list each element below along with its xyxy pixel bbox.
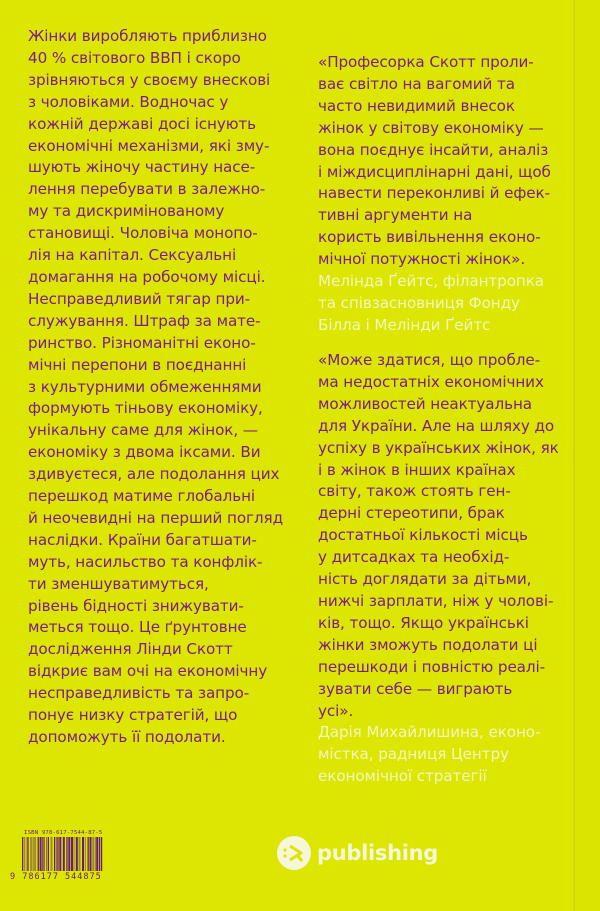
attribution-line: містка, радниця Центру	[318, 745, 509, 764]
text-line: світу, також стоять ген-	[318, 482, 511, 501]
text-line: ти зменшуватимуться,	[28, 574, 209, 593]
text-line: економіку з двома іксами. Ви	[28, 443, 261, 462]
text-line: ність доглядати за дітьми,	[318, 570, 532, 589]
text-line: «Професорка Скотт проли-	[318, 53, 534, 71]
barcode-bar	[54, 837, 55, 871]
text-line: з культурними обмеженнями	[28, 377, 262, 396]
text-line: і міждисциплінарні дані, щоб	[318, 162, 551, 181]
text-line: ків, тощо. Якщо українські	[318, 613, 529, 632]
text-line: ринство. Різноманітні еконо-	[28, 333, 256, 352]
barcode-bar	[82, 837, 84, 871]
text-line: ма недостатніх економічних	[318, 372, 544, 391]
text-line: Жінки виробляють приблизно	[28, 27, 267, 45]
text-line: унікальну саме для жінок, —	[28, 421, 258, 440]
text-line: часто невидимий внесок	[318, 96, 515, 115]
text-line: дослідження Лінди Скотт	[28, 640, 233, 659]
barcode-bar	[30, 837, 32, 871]
text-line: здивуєтеся, але подолання цих	[28, 465, 280, 484]
text-line: мічні перепони в поєднанні	[28, 355, 247, 374]
text-line: мічної потужності жінок».	[318, 250, 526, 269]
barcode-bar	[24, 837, 25, 871]
description-text	[28, 26, 283, 749]
publisher-logo	[277, 836, 438, 870]
barcode-bar	[71, 837, 73, 871]
text-line: для України. Але на шляху до	[318, 416, 555, 435]
barcode-bar	[27, 837, 28, 871]
isbn-label: ISBN 978-617-7544-87-5	[24, 830, 103, 836]
text-line: наслідки. Країни багатшати-	[28, 530, 257, 549]
text-line: можливостей неактуальна	[318, 394, 532, 413]
barcode-bar	[34, 837, 36, 871]
text-line: служування. Штраф за мате-	[28, 311, 261, 330]
barcode-bar	[74, 837, 75, 871]
barcode-bar	[51, 837, 53, 871]
barcode-bar	[99, 837, 100, 871]
text-line: жінки зможуть подолати ці	[318, 635, 538, 654]
barcode-bar	[101, 837, 102, 871]
barcode-bar	[26, 837, 27, 871]
text-line: тивні аргументи на	[318, 206, 473, 225]
quote-daria-mykhailyshyna	[318, 350, 559, 788]
text-line: усі».	[318, 701, 354, 720]
text-line: шують жіночу частину насе-	[28, 158, 256, 177]
barcode-bar	[46, 837, 47, 871]
text-line: му та дискримінованому	[28, 202, 225, 221]
text-line: перешкод матиме глобальні	[28, 487, 256, 506]
text-line: формують тіньову економіку,	[28, 399, 263, 418]
text-line: лення перебувати в залежно-	[28, 180, 266, 199]
barcode-bar	[92, 837, 94, 871]
text-line: допоможуть її подолати.	[28, 728, 226, 746]
text-line: меться тощо. Це ґрунтовне	[28, 618, 247, 637]
text-line: з чоловіками. Водночас у	[28, 92, 229, 111]
barcode-bar	[22, 837, 23, 871]
barcode-bar	[56, 837, 57, 871]
text-line: економічні механізми, які зму-	[28, 136, 270, 155]
spine-strip	[575, 0, 600, 911]
barcode-bar	[88, 837, 89, 871]
barcode-bar	[76, 837, 78, 871]
text-line: нижчі зарплати, ніж у чолові-	[318, 591, 554, 610]
text-line: перешкоди і повністю реалі-	[318, 657, 545, 676]
attribution-line: економічної стратегії	[318, 767, 487, 786]
publisher-logo-icon	[277, 836, 311, 870]
barcode-bar	[63, 837, 65, 871]
barcode-bar	[66, 837, 67, 871]
barcode-bar	[96, 837, 98, 871]
text-line: користь вивільнення еконо-	[318, 228, 541, 247]
barcode-bar	[68, 837, 70, 871]
text-line: понує низку стратегій, що	[28, 706, 238, 725]
text-line: успіху в українських жінок, як	[318, 438, 559, 457]
text-line: зрівняються у своєму внескові	[28, 70, 271, 89]
text-line: жінок у світову економіку —	[318, 118, 544, 137]
text-line: у дитсадках та необхід-	[318, 548, 510, 567]
text-line: дерні стереотипи, брак	[318, 504, 505, 523]
text-line: навести переконливі й ефек-	[318, 184, 550, 203]
barcode-bar	[48, 837, 49, 871]
text-line: несправедливість та запро-	[28, 684, 250, 703]
barcode-bar	[85, 837, 86, 871]
attribution-line: Дарія Михайлишина, еконо-	[318, 723, 541, 742]
barcode-bar	[59, 837, 61, 871]
barcode-bar	[90, 837, 92, 871]
text-line: Несправедливий тягар при-	[28, 289, 251, 308]
text-line: муть, насильство та конфлік-	[28, 552, 263, 571]
barcode-bar	[44, 837, 45, 871]
barcode-bar	[57, 837, 58, 871]
barcode-bar	[95, 837, 96, 871]
text-line: «Може здатися, що пробле-	[318, 351, 540, 369]
attribution-line: та співзасновниця Фонду	[318, 293, 520, 312]
text-line: кожній державі досі існують	[28, 114, 257, 133]
text-line: рівень бідності знижувати-	[28, 596, 244, 615]
text-line: домагання на робочому місці.	[28, 267, 266, 286]
barcode-bar	[79, 837, 81, 871]
ean-number: 9 786177 544875	[10, 872, 102, 882]
attribution-line: Білла і Мелінди Ґейтс	[318, 315, 491, 334]
attribution-line: Мелінда Ґейтс, філантропка	[318, 272, 545, 291]
text-line: достатньої кількості місць	[318, 526, 528, 545]
text-line: лія на капітал. Сексуальні	[28, 246, 237, 265]
publisher-name: publishing	[317, 841, 439, 865]
quote-melinda-gates	[318, 52, 551, 337]
text-line: і в жінок в інших країнах	[318, 460, 516, 479]
text-line: й неочевидні на перший погляд	[28, 508, 283, 527]
barcode-bar	[33, 837, 34, 871]
text-line: 40 % світового ВВП і скоро	[28, 48, 241, 67]
text-line: становищі. Чоловіча монопо-	[28, 224, 258, 243]
barcode-bar	[42, 837, 43, 871]
text-line: вона поєднує інсайти, аналіз	[318, 140, 549, 159]
barcode-bar	[40, 837, 42, 871]
text-line: ває світло на вагомий та	[318, 74, 515, 93]
barcode-bar	[38, 837, 39, 871]
text-line: зувати себе — виграють	[318, 679, 513, 698]
text-line: відкриє вам очі на економічну	[28, 662, 268, 681]
